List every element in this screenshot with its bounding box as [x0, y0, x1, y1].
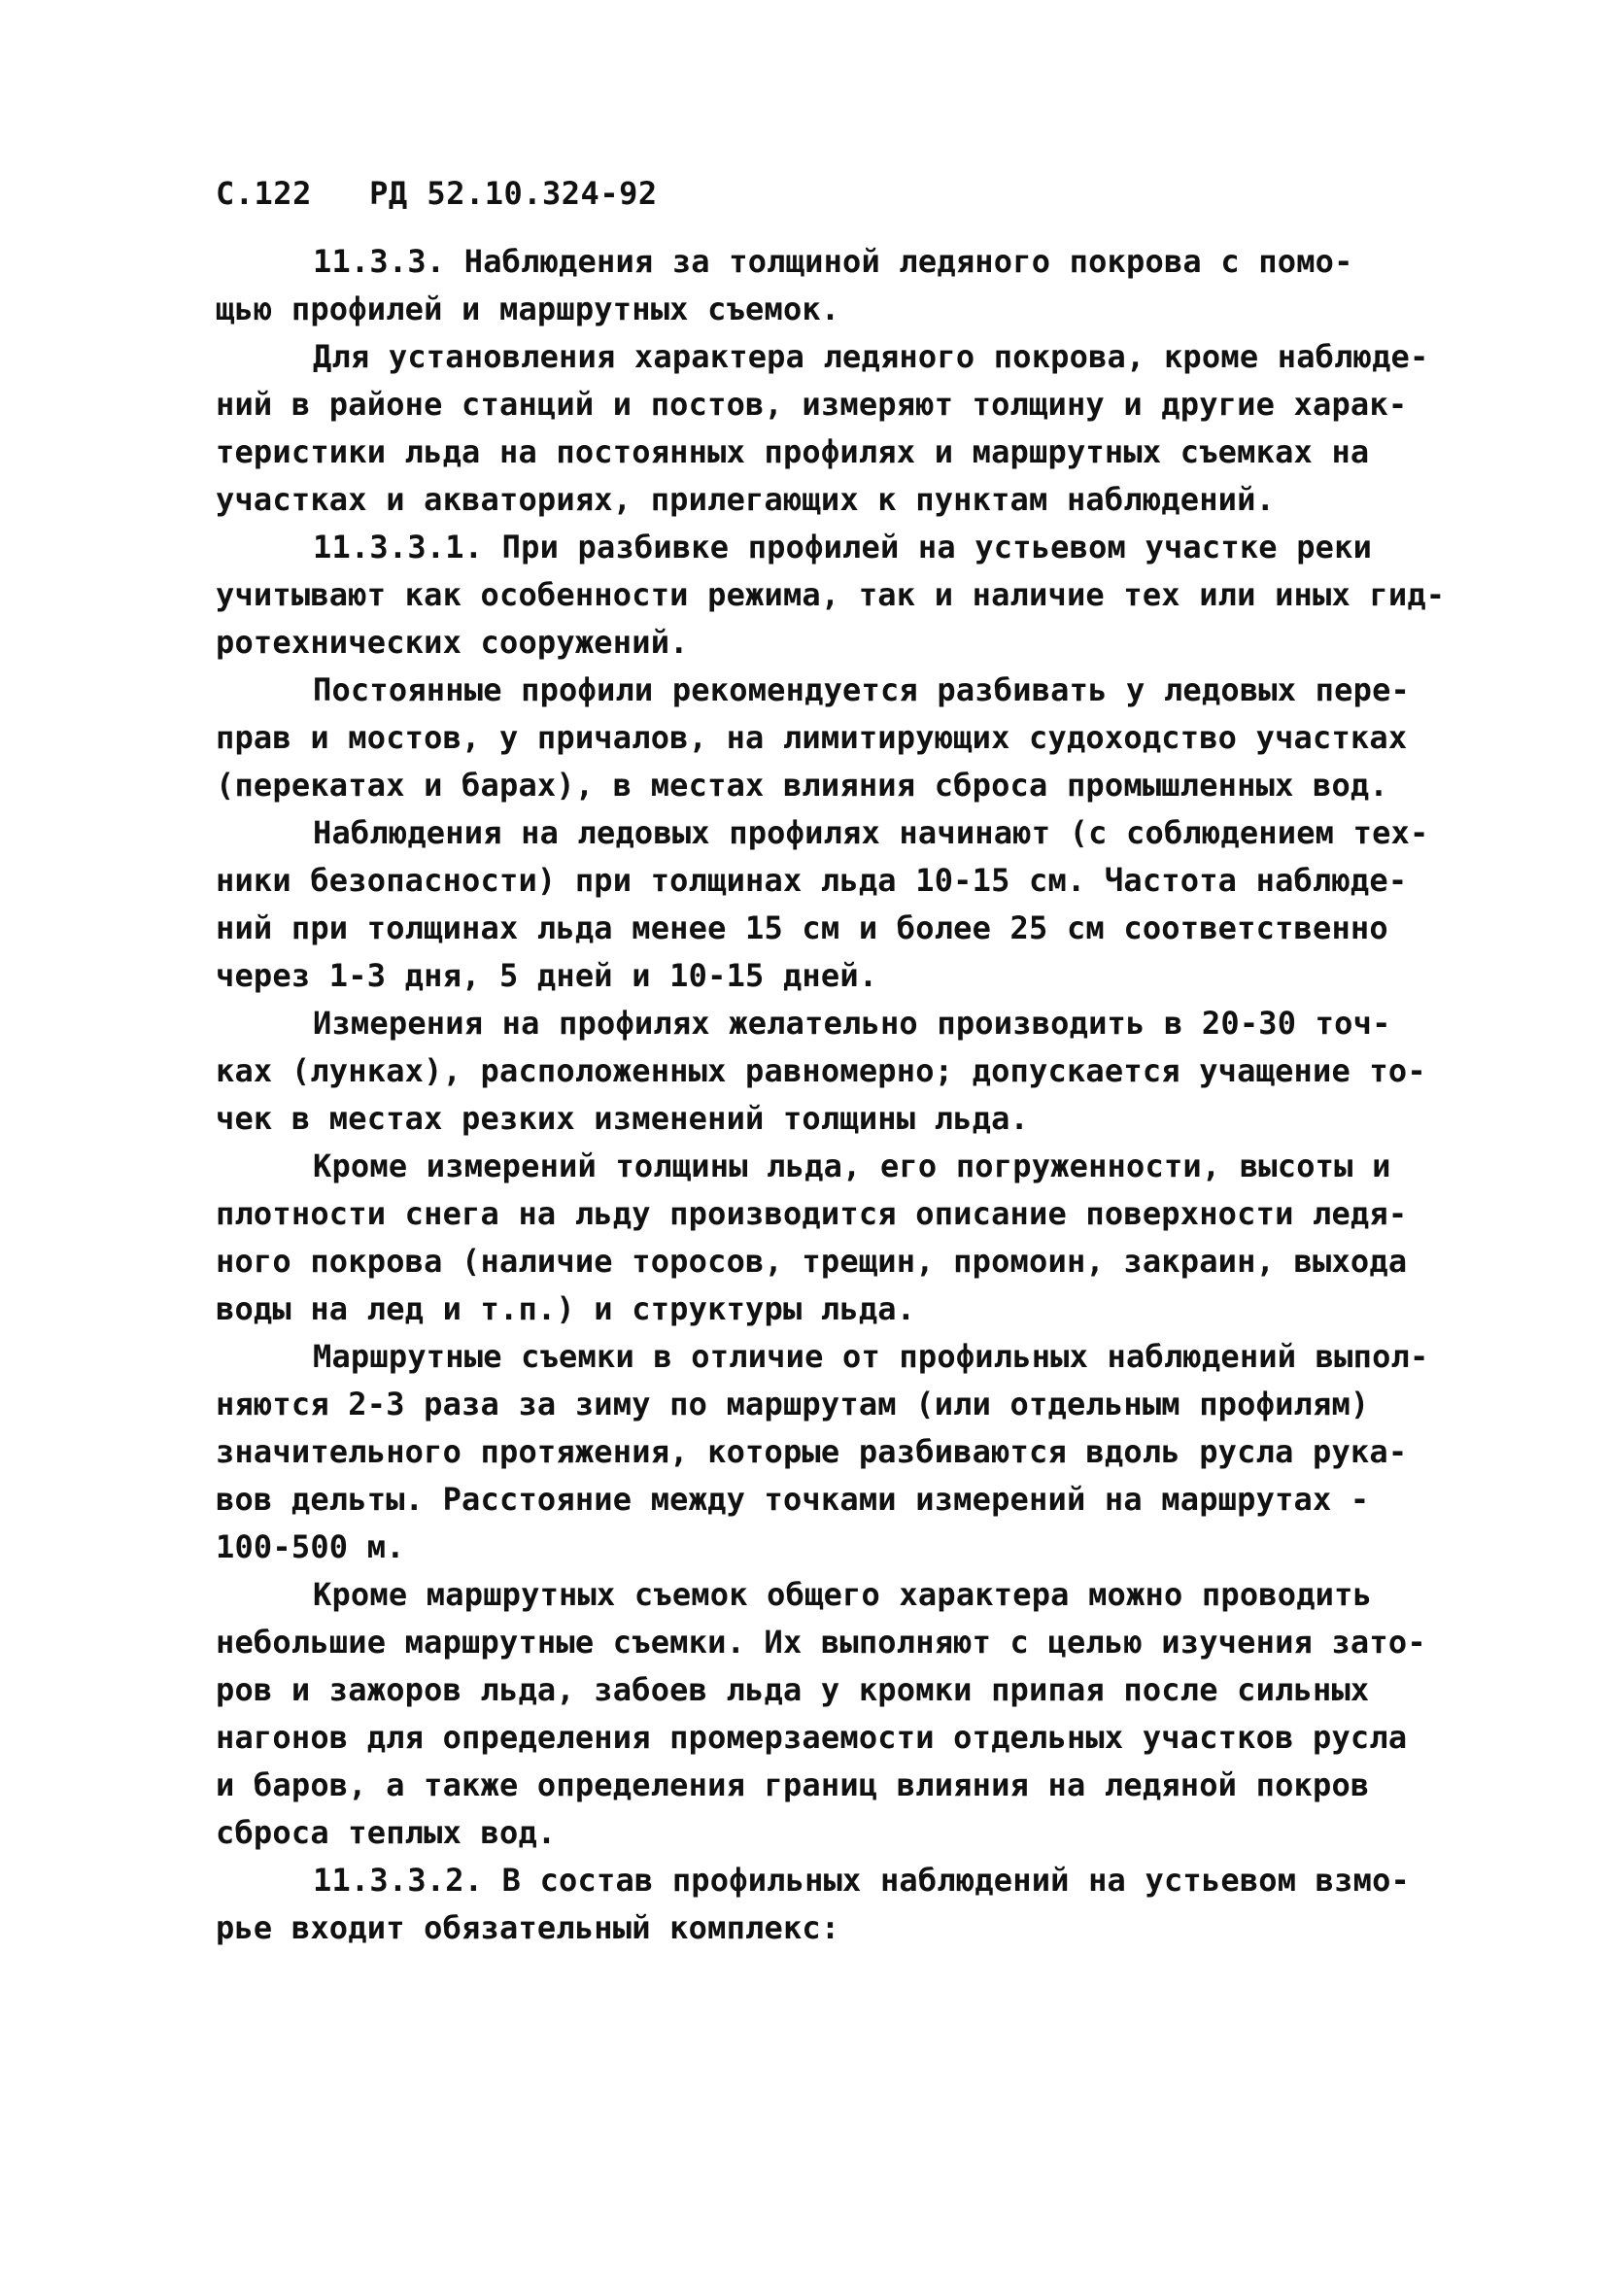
- text-line: (перекатах и барах), в местах влияния сброса промышленных вод.: [216, 767, 1388, 804]
- text-line: Наблюдения на ледовых профилях начинают (с соблюдением тех-: [313, 814, 1429, 851]
- page-number: С.122: [216, 175, 312, 212]
- text-line: Для установления характера ледяного покрова, кроме наблюде-: [313, 338, 1429, 375]
- text-line: Кроме измерений толщины льда, его погруженности, высоты и: [313, 1148, 1391, 1184]
- text-line: сброса теплых вод.: [216, 1814, 557, 1851]
- text-line: через 1-3 дня, 5 дней и 10-15 дней.: [216, 957, 878, 994]
- document-body: [216, 238, 1446, 1952]
- text-line: плотности снега на льду производится описание поверхности ледя-: [216, 1195, 1408, 1232]
- text-line: 11.3.3. Наблюдения за толщиной ледяного покрова с помо-: [313, 243, 1353, 280]
- text-line: ротехнических сооружений.: [216, 624, 689, 661]
- text-line: и баров, а также определения границ влияния на ледяной покров: [216, 1766, 1370, 1803]
- text-line: Кроме маршрутных съемок общего характера можно проводить: [313, 1576, 1373, 1613]
- text-line: Маршрутные съемки в отличие от профильных наблюдений выпол-: [313, 1338, 1429, 1375]
- document-code: РД 52.10.324-92: [369, 175, 658, 212]
- text-line: небольшие маршрутные съемки. Их выполняют с целью изучения зато-: [216, 1624, 1426, 1661]
- text-line: ках (лунках), расположенных равномерно; допускается учащение то-: [216, 1052, 1426, 1089]
- text-line: учитывают как особенности режима, так и наличие тех или иных гид-: [216, 576, 1446, 613]
- text-line: ний в районе станций и постов, измеряют толщину и другие харак-: [216, 386, 1408, 423]
- text-line: няются 2-3 раза за зиму по маршрутам (или отдельным профилям): [216, 1386, 1370, 1422]
- text-line: вов дельты. Расстояние между точками измерений на маршрутах -: [216, 1481, 1370, 1518]
- text-line: ров и зажоров льда, забоев льда у кромки припая после сильных: [216, 1671, 1370, 1708]
- text-line: участках и акваториях, прилегающих к пунктам наблюдений.: [216, 481, 1276, 518]
- text-line: щью профилей и маршрутных съемок.: [216, 291, 840, 327]
- text-line: 100-500 м.: [216, 1528, 405, 1565]
- text-line: рье входит обязательный комплекс:: [216, 1909, 840, 1946]
- text-line: чек в местах резких изменений толщины льда.: [216, 1100, 1030, 1137]
- text-line: Измерения на профилях желательно производить в 20-30 точ-: [313, 1005, 1391, 1042]
- text-line: Постоянные профили рекомендуется разбивать у ледовых пере-: [313, 671, 1411, 708]
- text-line: воды на лед и т.п.) и структуры льда.: [216, 1290, 916, 1327]
- text-line: ного покрова (наличие торосов, трещин, промоин, закраин, выхода: [216, 1243, 1408, 1280]
- text-line: прав и мостов, у причалов, на лимитирующих судоходство участках: [216, 719, 1408, 756]
- text-line: ники безопасности) при толщинах льда 10-15 см. Частота наблюде-: [216, 862, 1408, 899]
- text-line: теристики льда на постоянных профилях и маршрутных съемках на: [216, 433, 1370, 470]
- text-line: 11.3.3.2. В состав профильных наблюдений на устьевом взмо-: [313, 1862, 1411, 1899]
- text-line: нагонов для определения промерзаемости отдельных участков русла: [216, 1719, 1408, 1756]
- text-line: ний при толщинах льда менее 15 см и более 25 см соответственно: [216, 909, 1388, 946]
- page-header: [216, 175, 658, 212]
- text-line: значительного протяжения, которые разбиваются вдоль русла рука-: [216, 1433, 1408, 1470]
- text-line: 11.3.3.1. При разбивке профилей на устьевом участке реки: [313, 529, 1373, 565]
